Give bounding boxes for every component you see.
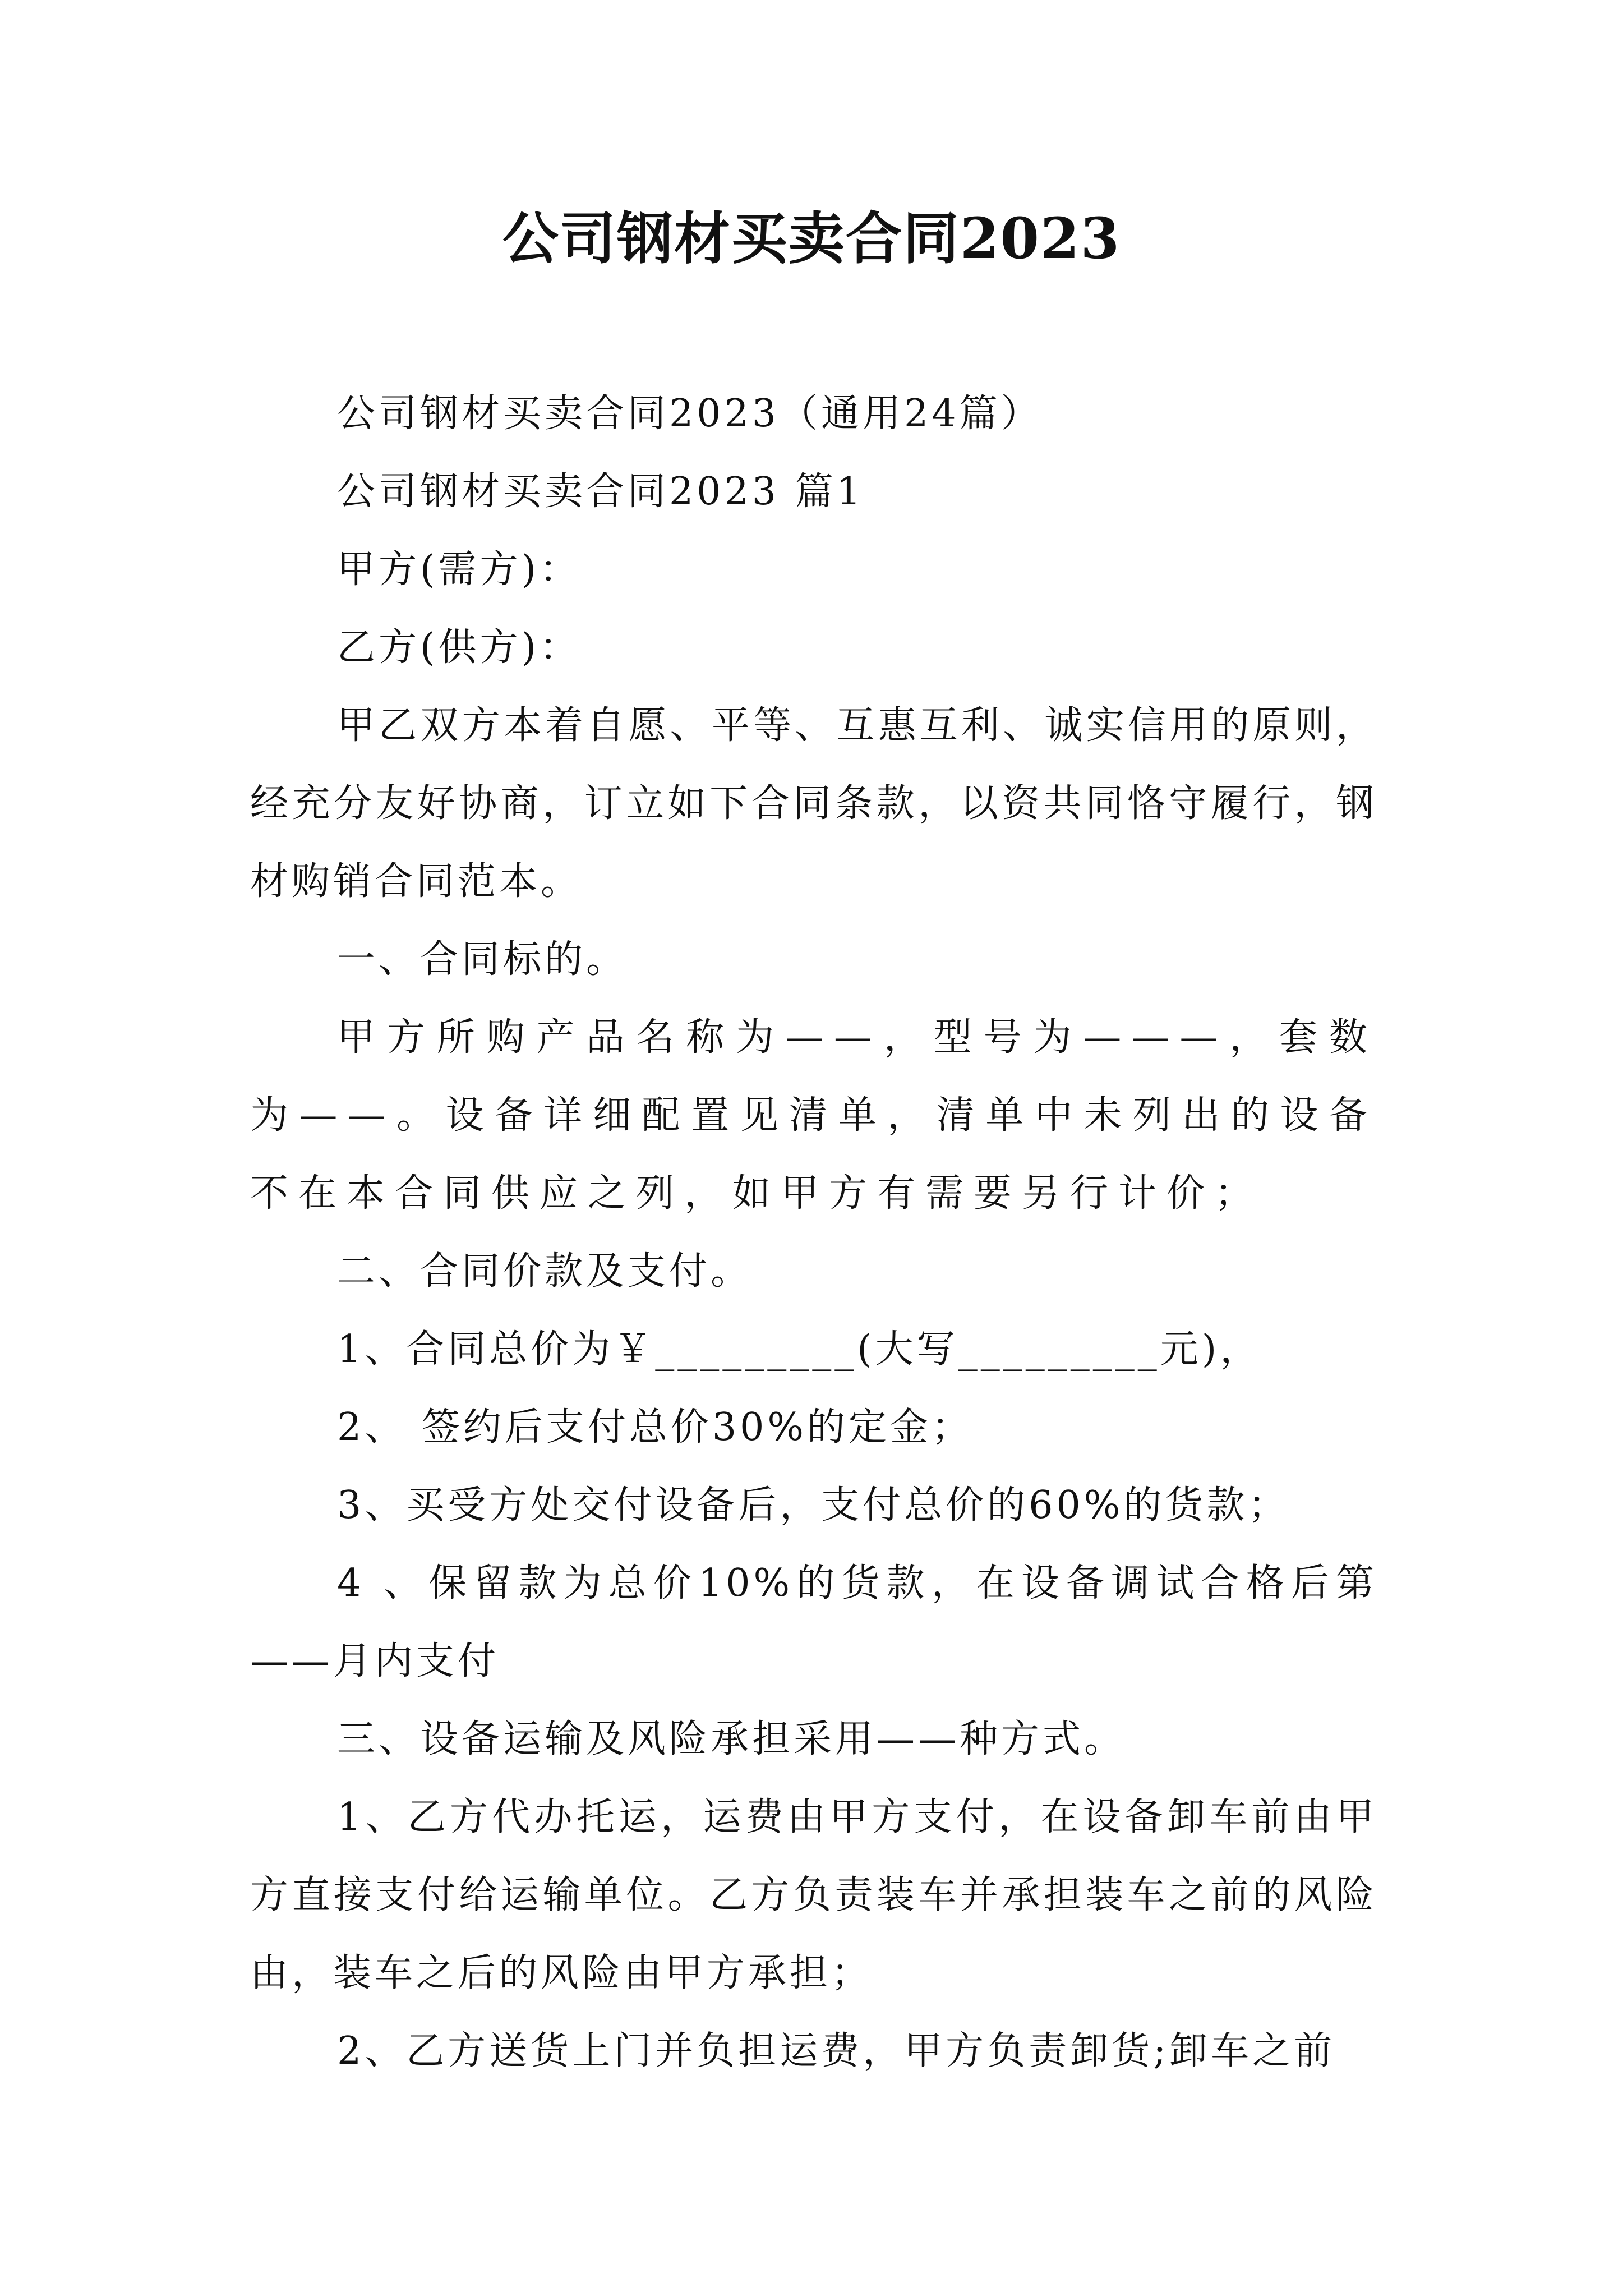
paragraph-clause-2-1: 1、合同总价为￥_________(大写_________元)， (337, 1327, 1262, 1372)
document-title: 公司钢材买卖合同2023 (502, 205, 1121, 272)
paragraph-section-1-heading: 一、合同标的。 (337, 937, 628, 982)
paragraph-clause-2-3: 3、买受方处交付设备后，支付总价的60%的货款； (337, 1483, 1290, 1527)
document-body (250, 375, 1377, 2090)
paragraph-party-b: 乙方(供方)： (337, 625, 582, 670)
paragraph-part-heading: 公司钢材买卖合同2023 篇1 (337, 470, 864, 514)
paragraph-section-3-heading: 三、设备运输及风险承担采用——种方式。 (337, 1717, 1126, 1761)
paragraph-clause-3-2: 2、乙方送货上门并负担运费，甲方负责卸货;卸车之前 (337, 2029, 1336, 2073)
paragraph-clause-2-2: 2、 签约后支付总价30%的定金； (337, 1405, 974, 1450)
paragraph-clause-2-4: 4 、保留款为总价10%的货款，在设备调试合格后第——月内支付 (250, 1561, 1377, 1683)
paragraph-preamble: 甲乙双方本着自愿、平等、互惠互利、诚实信用的原则，经充分友好协商，订立如下合同条款，以资共同恪守履行，钢材购销合同范本。 (250, 703, 1377, 904)
paragraph-subtitle: 公司钢材买卖合同2023（通用24篇） (337, 392, 1043, 436)
paragraph-section-1-body: 甲方所购产品名称为——，型号为———，套数为——。设备详细配置见清单，清单中未列出的设备不在本合同供应之列，如甲方有需要另行计价； (250, 1015, 1377, 1216)
paragraph-party-a: 甲方(需方)： (337, 547, 582, 592)
paragraph-section-2-heading: 二、合同价款及支付。 (337, 1249, 753, 1294)
paragraph-clause-3-1: 1、乙方代办托运，运费由甲方支付，在设备卸车前由甲方直接支付给运输单位。乙方负责装车并承担装车之前的风险由，装车之后的风险由甲方承担； (250, 1795, 1377, 1995)
